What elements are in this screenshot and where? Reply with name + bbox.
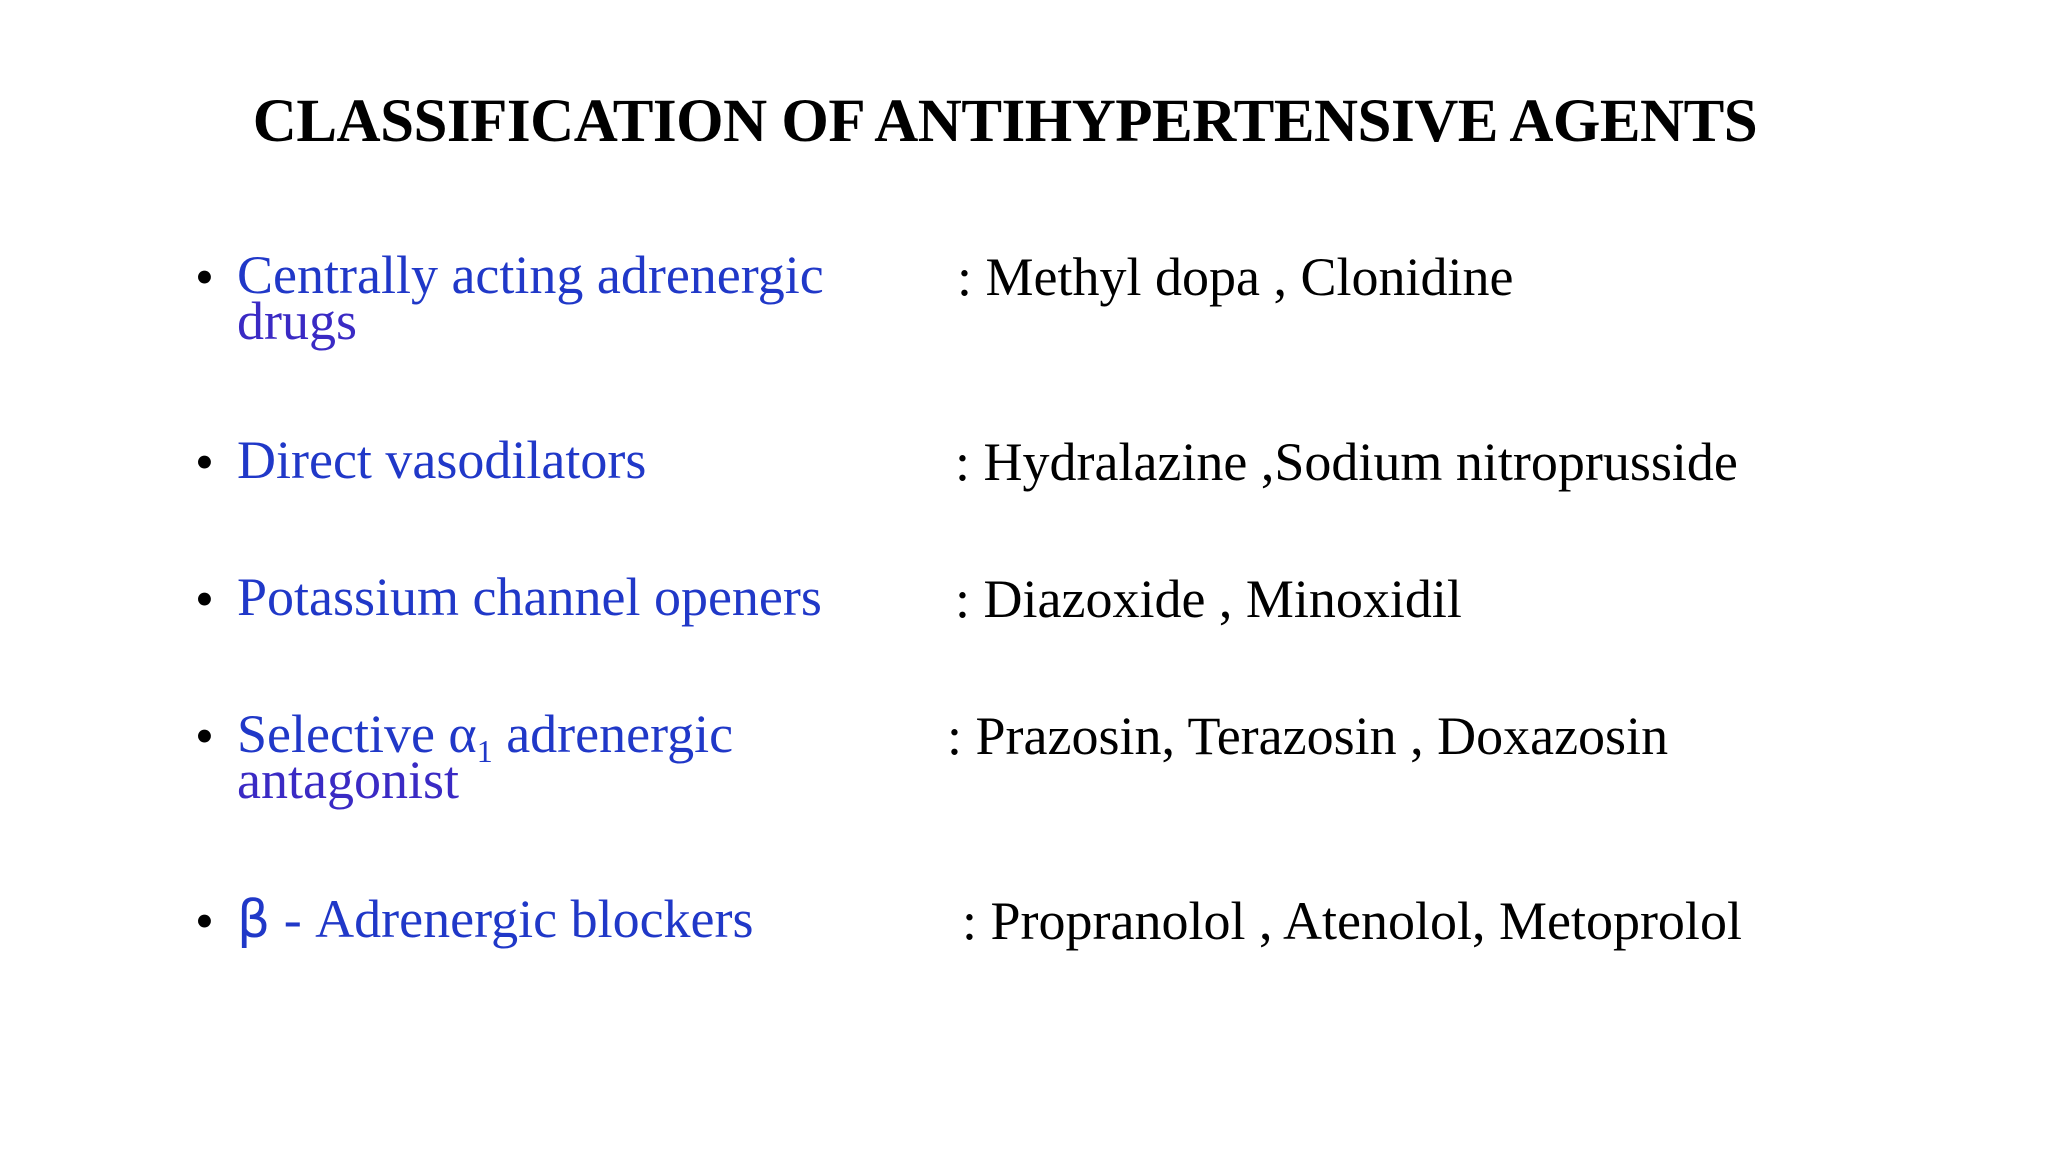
category-line2: drugs: [237, 291, 357, 351]
drug-list: : Prazosin, Terazosin , Doxazosin: [947, 706, 1669, 766]
category-prefix: Selective α: [237, 704, 477, 764]
drug-list: : Methyl dopa , Clonidine: [957, 247, 1514, 307]
category-label: [237, 430, 957, 490]
category-line1: - Adrenergic blockers: [270, 889, 754, 949]
category-line1: Direct vasodilators: [237, 430, 647, 490]
bullet: •: [195, 569, 214, 629]
drug-list: : Diazoxide , Minoxidil: [955, 569, 1462, 629]
category-line2: antagonist: [237, 750, 459, 810]
bullet: •: [195, 247, 214, 307]
bullet: •: [195, 432, 214, 492]
category-label: [237, 245, 957, 351]
drug-list: : Propranolol , Atenolol, Metoprolol: [962, 891, 1742, 951]
bullet: •: [195, 891, 214, 951]
category-subscript: 1: [476, 733, 493, 769]
category-line1: Centrally acting adrenergic: [237, 245, 824, 305]
bullet: •: [195, 706, 214, 766]
category-label: [237, 889, 957, 950]
category-label: [237, 704, 957, 810]
category-line1: Potassium channel openers: [237, 567, 822, 627]
beta-symbol: β: [237, 890, 271, 950]
category-suffix: adrenergic: [492, 704, 734, 764]
category-label: [237, 567, 957, 627]
drug-list: : Hydralazine ,Sodium nitroprusside: [955, 432, 1738, 492]
slide-title: CLASSIFICATION OF ANTIHYPERTENSIVE AGENTS: [252, 88, 1758, 155]
